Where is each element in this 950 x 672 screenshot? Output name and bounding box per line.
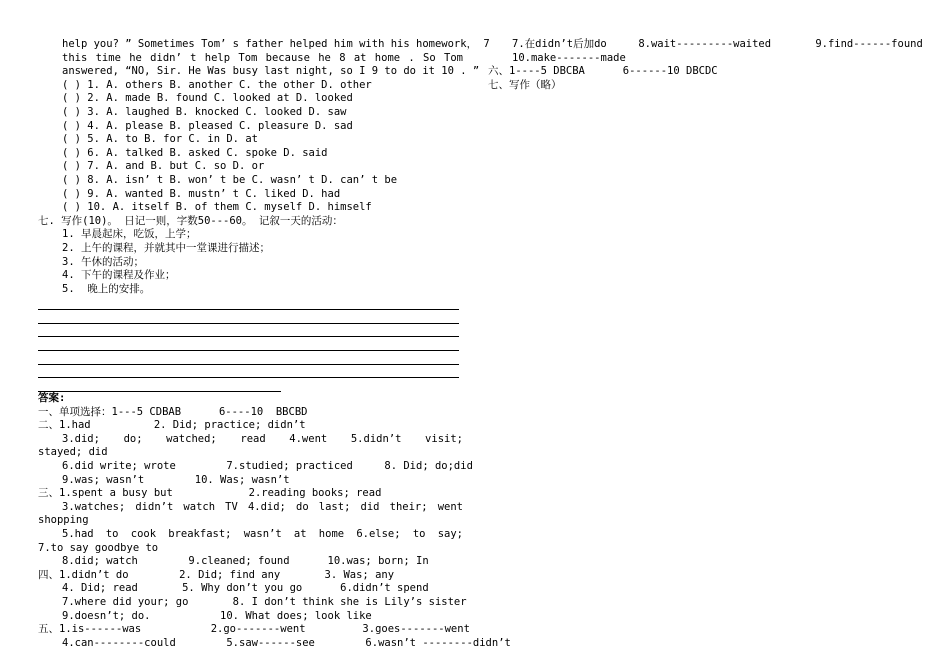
- answers-line: 3.watches; didn’t watch TV 4.did; do last; did their; went: [62, 500, 463, 513]
- answers-line: 8.did; watch 9.cleaned; found 10.was; born; In: [62, 555, 429, 568]
- passage-line-3: answered, “NO, Sir. He Was busy last night, so I 9 to do it 10 . ”: [62, 65, 480, 78]
- answers-section-2: 二、1.had 2. Did; practice; didn’t: [38, 419, 306, 432]
- answers-line: 5.had to cook breakfast; wasn’t at home 6.else; to say;: [62, 528, 463, 541]
- passage-line-2: this time he didn’ t help Tom because he 8 at home . So Tom: [62, 51, 463, 64]
- cloze-option: ( ) 4. A. please B. pleased C. pleasure D. sad: [62, 119, 353, 132]
- answers-line: 7.在didn’t后加do 8.wait---------waited 9.find------found: [512, 38, 923, 50]
- answers-section-7: 七、写作（略）: [488, 78, 562, 91]
- answers-section-3: 三、1.spent a busy but 2.reading books; read: [38, 487, 382, 500]
- cloze-option: ( ) 8. A. isn’ t B. won’ t be C. wasn’ t D. can’ t be: [62, 173, 398, 186]
- writing-line: [38, 351, 459, 365]
- left-column: [38, 38, 511, 650]
- answers-line: 7.to say goodbye to: [38, 541, 159, 554]
- writing-lines: [38, 296, 463, 392]
- answers-line: shopping: [38, 514, 89, 527]
- writing-line: [38, 365, 459, 379]
- writing-line: [38, 324, 459, 338]
- cloze-option: ( ) 3. A. laughed B. knocked C. looked D. saw: [62, 105, 347, 118]
- writing-item: 3. 午休的活动；: [62, 255, 144, 268]
- cloze-option: ( ) 10. A. itself B. of them C. myself D. himself: [62, 201, 372, 214]
- writing-line: [38, 337, 459, 351]
- writing-line: [38, 378, 281, 392]
- answers-line: 3.did; do; watched; read 4.went 5.didn’t visit;: [62, 432, 463, 445]
- writing-line: [38, 296, 459, 310]
- writing-item: 1. 早晨起床，吃饭，上学；: [62, 228, 197, 241]
- answers-section-4: 四、1.didn’t do 2. Did; find any 3. Was; any: [38, 568, 395, 581]
- writing-heading: 七. 写作(10)。 日记一则，字数50---60。 记叙一天的活动：: [38, 214, 343, 227]
- answers-line: 9.doesn’t; do. 10. What does; look like: [62, 609, 372, 622]
- answers-section-6: 六、1----5 DBCBA 6------10 DBCDC: [488, 65, 718, 78]
- answers-section-5: 五、1.is------was 2.go-------went 3.goes-------went: [38, 623, 470, 636]
- answers-line: 9.was; wasn’t 10. Was; wasn’t: [62, 473, 290, 486]
- writing-line: [38, 310, 459, 324]
- writing-item: 4. 下午的课程及作业；: [62, 269, 176, 282]
- answers-line: 4.can--------could 5.saw------see 6.wasn’t --------didn’t: [62, 636, 511, 649]
- writing-item: 2. 上午的课程，并就其中一堂课进行描述；: [62, 241, 270, 254]
- answers-line: stayed; did: [38, 446, 108, 459]
- answers-line: 4. Did; read 5. Why don’t you go 6.didn’t spend: [62, 582, 429, 595]
- answers-section-1: 一、单项选择：1---5 CDBAB 6----10 BBCBD: [38, 405, 308, 418]
- answers-line: 6.did write; wrote 7.studied; practiced 8. Did; do;did: [62, 460, 473, 473]
- answers-line: 10.make-------made: [512, 51, 626, 64]
- cloze-option: ( ) 5. A. to B. for C. in D. at: [62, 133, 258, 146]
- right-column: [488, 38, 923, 92]
- cloze-option: ( ) 2. A. made B. found C. looked at D. looked: [62, 92, 353, 105]
- answers-title: 答案:: [38, 392, 66, 405]
- passage-line-1: help you? ” Sometimes Tom’ s father helped him with his homework， 7: [62, 38, 490, 50]
- cloze-option: ( ) 1. A. others B. another C. the other D. other: [62, 78, 372, 91]
- answers-line: 7.where did your; go 8. I don’t think she is Lily’s sister: [62, 596, 467, 608]
- cloze-option: ( ) 6. A. talked B. asked C. spoke D. said: [62, 146, 328, 159]
- cloze-option: ( ) 7. A. and B. but C. so D. or: [62, 160, 265, 173]
- writing-item: 5. 晚上的安排。: [62, 282, 151, 295]
- cloze-option: ( ) 9. A. wanted B. mustn’ t C. liked D. had: [62, 187, 341, 200]
